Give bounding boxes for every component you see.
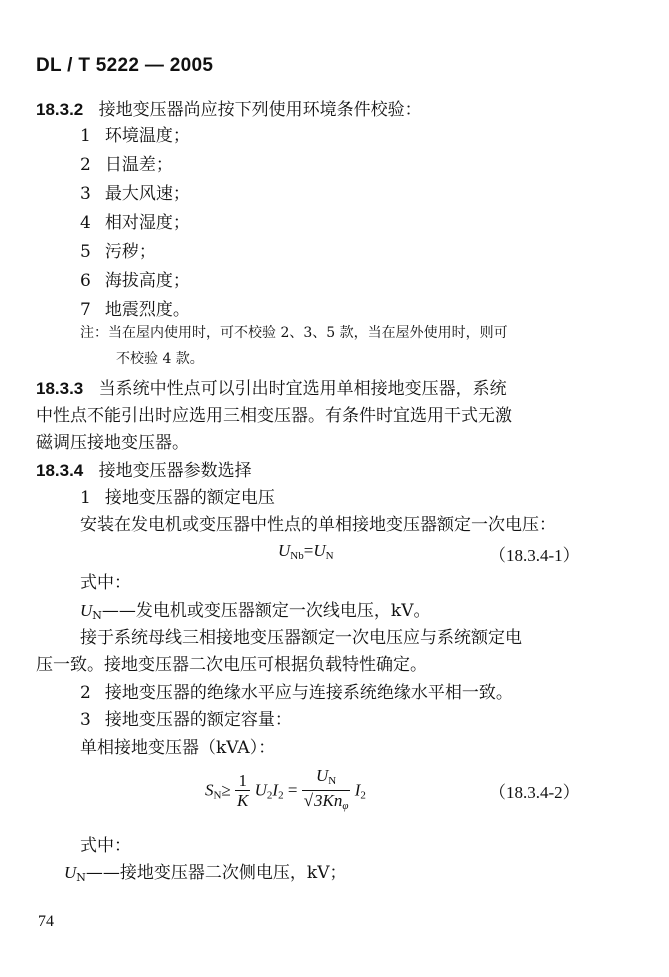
paragraph: 安装在发电机或变压器中性点的单相接地变压器额定一次电压： (80, 515, 556, 535)
section-title: 接地变压器尚应按下列使用环境条件校验： (98, 100, 422, 120)
list-item: 1 接地变压器的额定电压 (80, 488, 275, 508)
section-18-3-3-line-3: 磁调压接地变压器。 (36, 433, 189, 453)
where-label: 式中： (80, 836, 131, 856)
document-code: DL / T 5222 — 2005 (36, 55, 214, 76)
section-number: 18.3.3 (36, 379, 84, 398)
list-item: 7 地震烈度。 (80, 300, 190, 320)
note-line-1: 注：当在屋内使用时，可不校验 2、3、5 款，当在屋外使用时，则可 (80, 325, 508, 341)
list-item: 3 接地变压器的额定容量： (80, 710, 292, 730)
list-item: 5 污秽； (80, 242, 156, 262)
section-18-3-3-line-2: 中性点不能引出时应选用三相变压器。有条件时宜选用干式无激 (36, 406, 512, 426)
list-item: 6 海拔高度； (80, 271, 190, 291)
paragraph-line-2: 压一致。接地变压器二次电压可根据负载特性确定。 (36, 655, 427, 675)
equation-label: （18.3.4-1） (489, 546, 580, 565)
list-item: 3 最大风速； (80, 184, 190, 204)
list-item: 1 环境温度； (80, 126, 190, 146)
page-number: 74 (38, 913, 54, 930)
section-title: 接地变压器参数选择 (98, 461, 252, 481)
list-item: 4 相对湿度； (80, 213, 190, 233)
where-label: 式中： (80, 573, 131, 593)
symbol-definition: $U_N——$发电机或变压器额定一次线电压，kV。 (80, 601, 431, 622)
paragraph: 单相接地变压器（kVA）： (80, 738, 276, 758)
fraction: $\frac{U_N}{√3Kn_\varphi}$ (303, 766, 349, 812)
paragraph-line-1: 接于系统母线三相接地变压器额定一次电压应与系统额定电 (80, 628, 522, 648)
section-18-3-3-line-1: 18.3.3 当系统中性点可以引出时宜选用单相接地变压器，系统 (36, 379, 507, 399)
note-line-2: 不校验 4 款。 (116, 351, 204, 367)
equation-label: （18.3.4-2） (489, 783, 580, 802)
fraction: $\frac{1}{K}$ (237, 771, 249, 810)
equation-18-3-4-2: $S_N\ge$ $\frac{1}{K}$ $U_2I_2$ = $\frac{U_N}{√3Kn_\varphi}$ $I_2$ (205, 767, 366, 816)
section-18-3-4-heading (36, 460, 252, 482)
section-18-3-2-heading (36, 99, 422, 121)
section-number: 18.3.4 (36, 461, 84, 480)
list-item: 2 日温差； (80, 155, 173, 175)
equation-18-3-4-1: $U_{Nb}=U_N$ (278, 541, 334, 562)
symbol-definition: $U_N——$接地变压器二次侧电压，kV； (64, 863, 347, 884)
section-number: 18.3.2 (36, 100, 84, 119)
list-item: 2 接地变压器的绝缘水平应与连接系统绝缘水平相一致。 (80, 683, 513, 703)
